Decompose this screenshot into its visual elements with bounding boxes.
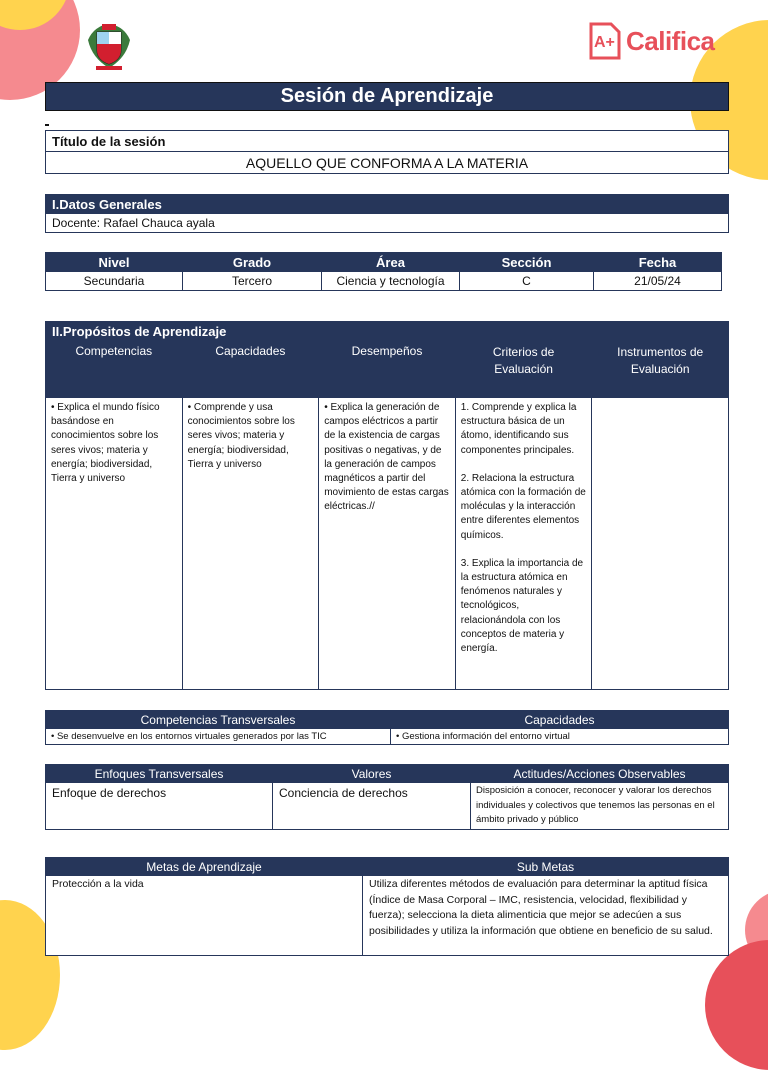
coat-of-arms-icon (84, 18, 134, 74)
grado-value: Tercero (183, 272, 322, 291)
capacidades-cell: • Comprende y usa conocimientos sobre los seres vivos; materia y energía; biodiversidad, Tierra y universo (182, 398, 319, 690)
col-capacidades-transversales: Capacidades (391, 711, 729, 729)
col-area: Área (322, 253, 460, 272)
competencias-cell: • Explica el mundo físico basándose en conocimientos sobre los seres vivos; materia y energía; biodiversidad, Tierra y universo (46, 398, 183, 690)
enfoque-value: Enfoque de derechos (46, 783, 273, 830)
session-title-label: Título de la sesión (46, 131, 729, 152)
criterio-2: 2. Relaciona la estructura atómica con la formación de moléculas y la interacción entre diferentes elementos químicos. (460, 472, 586, 541)
valor-value: Conciencia de derechos (273, 783, 471, 830)
col-metas: Metas de Aprendizaje (46, 858, 363, 876)
col-enfoques: Enfoques Transversales (46, 765, 273, 783)
col-fecha: Fecha (594, 253, 722, 272)
desempenos-cell: • Explica la generación de campos eléctricos a partir de la existencia de cargas positivas o negativas, y de la generación de campos magnéticos a partir del movimiento de estas cargas eléctricas.// (319, 398, 456, 690)
criterio-1: 1. Comprende y explica la estructura básica de un átomo, identificando sus componentes principales. (460, 402, 577, 456)
nivel-value: Secundaria (46, 272, 183, 291)
page-title: Sesión de Aprendizaje (45, 82, 729, 111)
capacidad-transversal-value: • Gestiona información del entorno virtual (391, 729, 729, 745)
general-heading: I.Datos Generales (46, 195, 729, 214)
purposes-heading: II.Propósitos de Aprendizaje (46, 322, 729, 342)
seccion-value: C (460, 272, 594, 291)
califica-brand-name: Califica (626, 26, 715, 56)
purposes-table (45, 321, 729, 690)
divider-mark (45, 124, 49, 126)
col-nivel: Nivel (46, 253, 183, 272)
fecha-value: 21/05/24 (594, 272, 722, 291)
criterios-cell (455, 398, 592, 690)
col-instrumentos: Instrumentos de Evaluación (592, 342, 729, 398)
instrumentos-cell (592, 398, 729, 690)
col-grado: Grado (183, 253, 322, 272)
approaches-table (45, 764, 729, 830)
goals-table (45, 857, 729, 956)
col-seccion: Sección (460, 253, 594, 272)
decor-blob-bottom-right-red (705, 940, 768, 1070)
session-title-value: AQUELLO QUE CONFORMA A LA MATERIA (46, 152, 729, 174)
col-competencias-transversales: Competencias Transversales (46, 711, 391, 729)
competencia-transversal-value: • Se desenvuelve en los entornos virtuales generados por las TIC (46, 729, 391, 745)
criterio-3: 3. Explica la importancia de la estructura atómica en fenómenos naturales y tecnológicos, relacionándola con los conceptos de materia y energía. (460, 557, 584, 655)
califica-badge: A+ (594, 34, 615, 51)
col-capacidades: Capacidades (182, 342, 319, 398)
teacher-name: Docente: Rafael Chauca ayala (46, 214, 729, 233)
general-info-grid (45, 252, 722, 291)
session-title-table (45, 130, 729, 174)
col-actitudes: Actitudes/Acciones Observables (471, 765, 729, 783)
col-competencias: Competencias (46, 342, 183, 398)
col-valores: Valores (273, 765, 471, 783)
col-desempenos: Desempeños (319, 342, 456, 398)
area-value: Ciencia y tecnología (322, 272, 460, 291)
actitudes-value: Disposición a conocer, reconocer y valorar los derechos individuales y colectivos que tenemos las personas en el ámbito privado y público (471, 783, 729, 830)
meta-value: Protección a la vida (46, 876, 363, 956)
col-criterios: Criterios de Evaluación (455, 342, 592, 398)
sub-meta-value: Utiliza diferentes métodos de evaluación para determinar la aptitud física (Índice de Masa Corporal – IMC, resistencia, velocidad, flexibilidad y fuerza); selecciona la dieta alimenticia que mejor se adecúen a sus posibilidades y utiliza la información que obtiene en beneficio de su salud. (363, 876, 729, 956)
transversal-table (45, 710, 729, 745)
general-data-table (45, 194, 729, 233)
col-sub-metas: Sub Metas (363, 858, 729, 876)
